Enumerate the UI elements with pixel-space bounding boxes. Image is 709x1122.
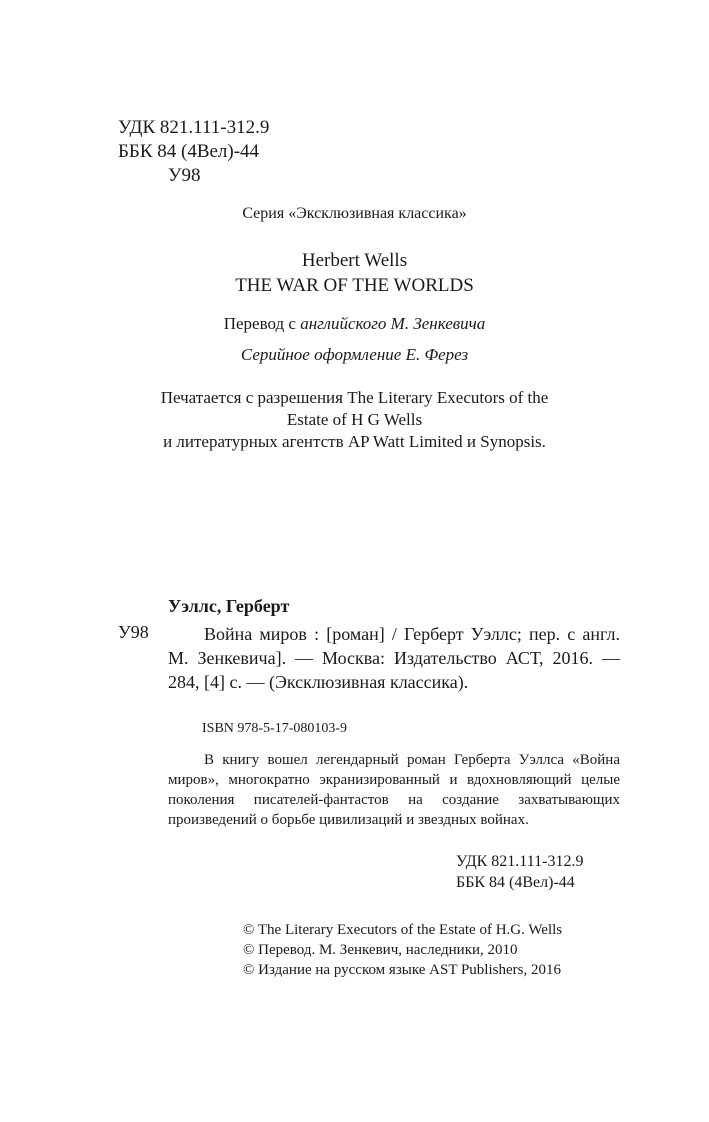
original-title: THE WAR OF THE WORLDS bbox=[235, 275, 474, 296]
isbn: ISBN 978-5-17-080103-9 bbox=[202, 721, 348, 736]
bibliographic-record bbox=[168, 622, 620, 694]
bbk-code-bottom: ББК 84 (4Вел)-44 bbox=[456, 874, 575, 891]
bbk-code-top: ББК 84 (4Вел)-44 bbox=[118, 141, 260, 162]
copyright-line-1: © The Literary Executors of the Estate of H.G. Wells bbox=[243, 922, 563, 938]
catalog-author-mark: У98 bbox=[118, 622, 149, 642]
bibliographic-record-text: Война миров : [роман] / Герберт Уэллс; пер. с англ. М. Зенкевича]. — Москва: Издательство АСТ, 2016. — 284, [4] с. — (Эксклюзивная классика). bbox=[168, 624, 620, 692]
design-credit bbox=[0, 345, 709, 365]
permission-line-1: Печатается с разрешения The Literary Executors of the bbox=[160, 388, 549, 407]
translation-credit bbox=[0, 314, 709, 334]
original-author: Herbert Wells bbox=[301, 250, 408, 271]
annotation bbox=[168, 750, 620, 830]
catalog-author-heading: Уэллс, Герберт bbox=[168, 596, 290, 616]
author-mark-top: У98 bbox=[168, 165, 201, 186]
translation-rest: английского М. Зенкевича bbox=[300, 314, 486, 333]
design-text: Серийное оформление Е. Ферез bbox=[240, 345, 469, 364]
udk-code-bottom: УДК 821.111-312.9 bbox=[456, 853, 584, 870]
udk-code-top: УДК 821.111-312.9 bbox=[118, 117, 270, 138]
translation-prefix: Перевод с bbox=[223, 314, 301, 333]
permission-line-3: и литературных агентств AP Watt Limited и Synopsis. bbox=[163, 432, 546, 451]
permission-line-2: Estate of H G Wells bbox=[286, 410, 423, 429]
copyright-line-3: © Издание на русском языке AST Publishers, 2016 bbox=[243, 962, 561, 978]
copyright-line-2: © Перевод. М. Зенкевич, наследники, 2010 bbox=[243, 942, 518, 958]
annotation-text: В книгу вошел легендарный роман Герберта Уэллса «Война миров», многократно экранизированный и вдохновляющий целые поколения писателей-фантастов на создание захватывающих произведений о борьбе цивилизаций и звездных войнах. bbox=[168, 752, 620, 828]
series-line: Серия «Эксклюзивная классика» bbox=[242, 205, 467, 222]
